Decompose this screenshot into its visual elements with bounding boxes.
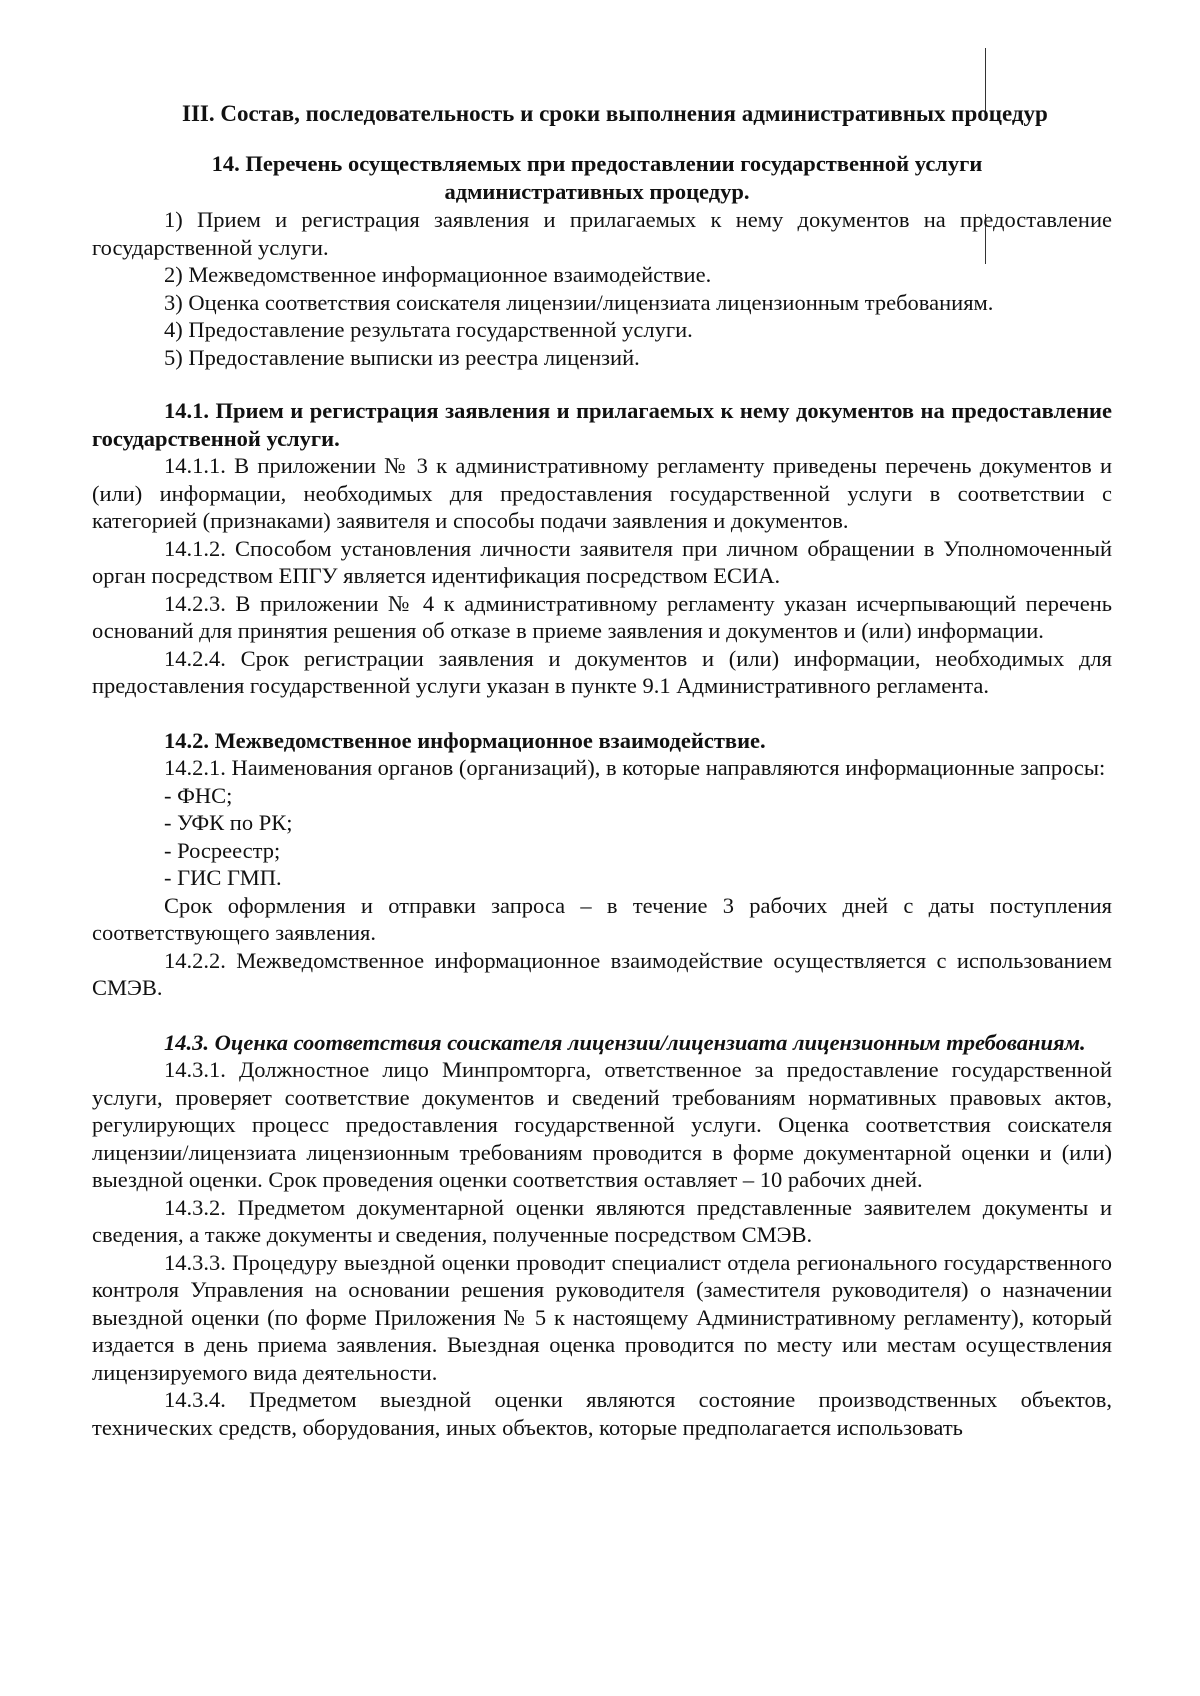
paragraph: Срок оформления и отправки запроса – в течение 3 рабочих дней с даты поступления соответствующего заявления. — [92, 892, 1112, 945]
paragraph: 14.2.4. Срок регистрации заявления и документов и (или) информации, необходимых для предоставления государственной услуги указан в пункте 9.1 Административного регламента. — [92, 645, 1112, 698]
org-list-item: - Росреестр; — [164, 837, 281, 863]
section-14-1-heading: 14.1. Прием и регистрация заявления и прилагаемых к нему документов на предоставление государственной услуги. — [92, 398, 1112, 451]
list-item: 1) Прием и регистрация заявления и прилагаемых к нему документов на предоставление государственной услуги. — [92, 207, 1112, 260]
org-list-item: - ФНС; — [164, 782, 233, 808]
list-item: 5) Предоставление выписки из реестра лицензий. — [164, 344, 640, 370]
chapter-title: III. Состав, последовательность и сроки выполнения административных процедур — [182, 101, 1048, 126]
section-14-2-body — [92, 754, 1112, 1002]
section-14-list — [92, 206, 1112, 371]
paragraph: 14.3.2. Предметом документарной оценки являются представленные заявителем документы и сведения, а также документы и сведения, полученные посредством СМЭВ. — [92, 1194, 1112, 1247]
paragraph: 14.2.1. Наименования органов (организаций), в которые направляются информационные запросы: — [164, 755, 1106, 780]
list-item: 2) Межведомственное информационное взаимодействие. — [164, 262, 712, 287]
paragraph: 14.3.1. Должностное лицо Минпромторга, ответственное за предоставление государственной услуги, проверяет соответствие документов и сведений требованиям нормативных правовых актов, регулирующих процесс предоставления государственной услуги. Оценка соответствия соискателя лицензии/лицензиата лицензионным требованиям проводится в форме документарной оценки и (или) выездной оценки. Срок проведения оценки соответствия оставляет – 10 рабочих дней. — [92, 1057, 1112, 1192]
list-item: 4) Предоставление результата государственной услуги. — [164, 317, 693, 342]
paragraph: 14.3.3. Процедуру выездной оценки проводит специалист отдела регионального государственного контроля Управления на основании решения руководителя (заместителя руководителя) о назначении выездной оценки (по форме Приложения № 5 к настоящему Административному регламенту), который издается в день приема заявления. Выездная оценка проводится по месту или местам осуществления лицензируемого вида деятельности. — [92, 1249, 1112, 1385]
paragraph: 14.1.2. Способом установления личности заявителя при личном обращении в Уполномоченный орган посредством ЕПГУ является идентификация посредством ЕСИА. — [92, 535, 1112, 588]
org-list-item: - УФК по РК; — [164, 810, 293, 835]
paragraph: 14.3.4. Предметом выездной оценки являются состояние производственных объектов, технических средств, оборудования, иных объектов, которые предполагается использовать — [92, 1387, 1112, 1440]
section-14-2-heading: 14.2. Межведомственное информационное взаимодействие. — [164, 727, 766, 753]
paragraph: 14.2.3. В приложении № 4 к административному регламенту указан исчерпывающий перечень оснований для принятия решения об отказе в приеме заявления и документов и (или) информации. — [92, 590, 1112, 643]
paragraph: 14.1.1. В приложении № 3 к административному регламенту приведены перечень документов и (или) информации, необходимых для предоставления государственной услуги в соответствии с категорией (признаками) заявителя и способы подачи заявления и документов. — [92, 453, 1112, 533]
section-14-3-heading: 14.3. Оценка соответствия соискателя лицензии/лицензиата лицензионным требованиям. — [164, 1029, 1086, 1055]
section-14-heading: 14. Перечень осуществляемых при предоставлении государственной услуги административных процедур. — [211, 151, 983, 204]
org-list-item: - ГИС ГМП. — [164, 865, 282, 890]
list-item: 3) Оценка соответствия соискателя лицензии/лицензиата лицензионным требованиям. — [164, 289, 994, 315]
section-14-1-body — [92, 452, 1112, 700]
document-page — [92, 100, 1112, 1441]
section-14-3-body — [92, 1056, 1112, 1441]
paragraph: 14.2.2. Межведомственное информационное взаимодействие осуществляется с использованием СМЭВ. — [92, 947, 1112, 1000]
